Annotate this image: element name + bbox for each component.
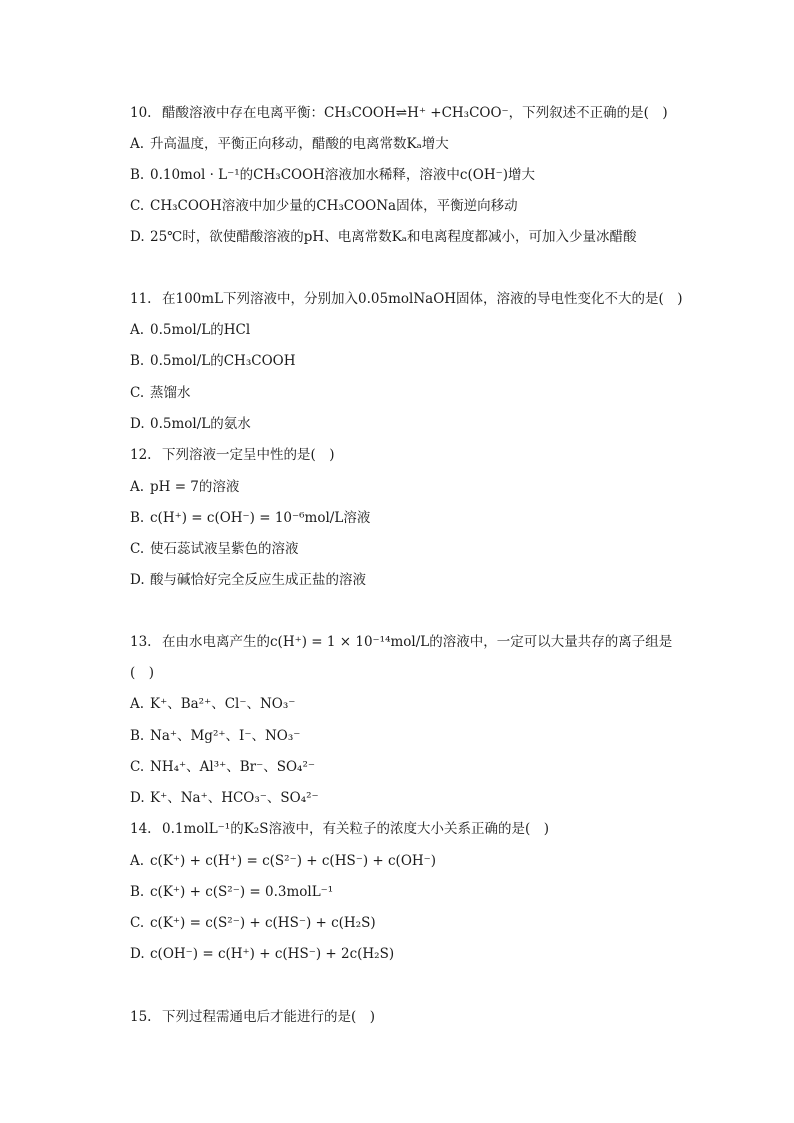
option-text: 0.10mol · L⁻¹的CH₃COOH溶液加水稀释，溶液中c(OH⁻)增大 [150, 167, 535, 183]
option-text: K⁺、Na⁺、HCO₃⁻、SO₄²⁻ [150, 790, 319, 806]
option-text: K⁺、Ba²⁺、Cl⁻、NO₃⁻ [150, 696, 296, 712]
option-letter: D. [130, 572, 145, 588]
option-text: Na⁺、Mg²⁺、I⁻、NO₃⁻ [150, 728, 301, 744]
option-letter: B. [130, 884, 145, 900]
option-letter: C. [130, 759, 145, 775]
option-letter: B. [130, 353, 145, 369]
option-13-d [130, 789, 694, 807]
option-10-d [130, 228, 694, 246]
option-10-c [130, 197, 694, 215]
option-11-c [130, 384, 694, 402]
option-letter: C. [130, 385, 145, 401]
question-13-stem [130, 633, 694, 651]
option-letter: B. [130, 510, 145, 526]
option-letter: C. [130, 198, 145, 214]
option-letter: D. [130, 416, 145, 432]
option-text: 酸与碱恰好完全反应生成正盐的溶液 [150, 572, 366, 588]
question-10-stem [130, 104, 694, 122]
question-number: 11. [130, 291, 152, 307]
question-text: 醋酸溶液中存在电离平衡：CH₃COOH⇌H⁺ +CH₃COO⁻，下列叙述不正确的是( ) [162, 105, 668, 121]
option-14-b [130, 883, 694, 901]
option-14-a [130, 852, 694, 870]
question-text: 下列溶液一定呈中性的是( ) [162, 447, 335, 463]
option-text: CH₃COOH溶液中加少量的CH₃COONa固体，平衡逆向移动 [150, 198, 518, 214]
option-10-b [130, 166, 694, 184]
option-text: 0.5mol/L的氨水 [150, 416, 251, 432]
option-text: 蒸馏水 [150, 385, 191, 401]
option-13-b [130, 727, 694, 745]
option-letter: B. [130, 167, 145, 183]
question-number: 14. [130, 821, 152, 837]
option-11-a [130, 321, 694, 339]
option-text: c(K⁺) + c(S²⁻) = 0.3molL⁻¹ [150, 884, 334, 900]
option-11-d [130, 415, 694, 433]
option-12-c [130, 540, 694, 558]
option-14-c [130, 914, 694, 932]
option-letter: D. [130, 946, 145, 962]
option-letter: A. [130, 696, 145, 712]
question-number: 10. [130, 105, 152, 121]
option-12-a [130, 478, 694, 496]
question-text: 在由水电离产生的c(H⁺) = 1 × 10⁻¹⁴mol/L的溶液中，一定可以大量共存的离子组是 [162, 634, 673, 650]
question-11-stem [130, 290, 694, 308]
option-text: NH₄⁺、Al³⁺、Br⁻、SO₄²⁻ [150, 759, 315, 775]
option-13-a [130, 695, 694, 713]
option-11-b [130, 352, 694, 370]
option-text: 0.5mol/L的HCl [150, 322, 251, 338]
option-letter: D. [130, 790, 145, 806]
option-letter: A. [130, 479, 145, 495]
question-text: 下列过程需通电后才能进行的是( ) [162, 1009, 376, 1025]
question-number: 15. [130, 1009, 152, 1025]
option-letter: A. [130, 322, 145, 338]
option-12-d [130, 571, 694, 589]
option-letter: D. [130, 229, 145, 245]
option-12-b [130, 509, 694, 527]
question-12-stem [130, 446, 694, 464]
option-13-c [130, 758, 694, 776]
question-text: 0.1molL⁻¹的K₂S溶液中，有关粒子的浓度大小关系正确的是( ) [162, 821, 549, 837]
option-letter: C. [130, 541, 145, 557]
option-text: c(K⁺) + c(H⁺) = c(S²⁻) + c(HS⁻) + c(OH⁻) [150, 853, 437, 869]
option-10-a [130, 135, 694, 153]
option-letter: B. [130, 728, 145, 744]
option-text: 升高温度，平衡正向移动，醋酸的电离常数Kₐ增大 [150, 136, 449, 152]
option-text: pH = 7的溶液 [150, 479, 240, 495]
option-letter: A. [130, 136, 145, 152]
question-13-stem-continued [130, 664, 694, 682]
question-15-stem [130, 1008, 694, 1026]
option-letter: A. [130, 853, 145, 869]
question-text: 在100mL下列溶液中，分别加入0.05molNaOH固体，溶液的导电性变化不大的是( ) [162, 291, 683, 307]
option-text: 使石蕊试液呈紫色的溶液 [150, 541, 299, 557]
option-letter: C. [130, 915, 145, 931]
option-text: 0.5mol/L的CH₃COOH [150, 353, 296, 369]
option-14-d [130, 945, 694, 963]
option-text: c(OH⁻) = c(H⁺) + c(HS⁻) + 2c(H₂S) [150, 946, 395, 962]
question-number: 12. [130, 447, 152, 463]
question-number: 13. [130, 634, 152, 650]
option-text: c(H⁺) = c(OH⁻) = 10⁻⁶mol/L溶液 [150, 510, 371, 526]
option-text: c(K⁺) = c(S²⁻) + c(HS⁻) + c(H₂S) [150, 915, 376, 931]
option-text: 25℃时，欲使醋酸溶液的pH、电离常数Kₐ和电离程度都减小，可加入少量冰醋酸 [150, 229, 637, 245]
question-14-stem [130, 820, 694, 838]
answer-bracket: ( ) [130, 665, 155, 681]
